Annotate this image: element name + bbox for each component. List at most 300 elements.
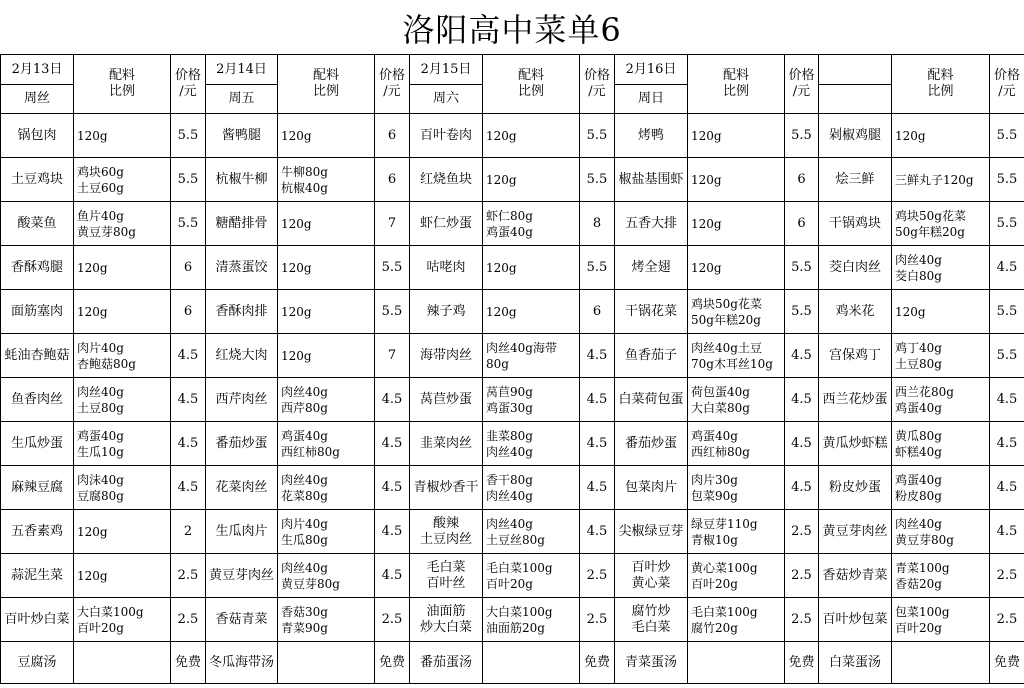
dish-name-line: 茭白肉丝 bbox=[828, 259, 881, 275]
menu-row bbox=[1, 598, 1024, 642]
dish-ingredients bbox=[483, 422, 580, 466]
ratio-header-line: 比例 bbox=[517, 84, 544, 99]
dish-price: 6 bbox=[171, 246, 206, 290]
date-header: 2月16日 bbox=[615, 55, 688, 85]
dish-name bbox=[410, 114, 483, 158]
dish-name-line: 西芹肉丝 bbox=[215, 391, 268, 407]
dish-name-line: 黄心菜 bbox=[631, 575, 671, 591]
dish-ingredient-line: 牛柳80g bbox=[281, 164, 328, 179]
dish-name bbox=[615, 598, 688, 642]
dish-ingredients bbox=[278, 246, 375, 290]
dish-name bbox=[410, 158, 483, 202]
dish-name-line: 番茄蛋汤 bbox=[419, 654, 472, 670]
dish-name bbox=[819, 510, 892, 554]
dish-name-line: 百叶炒 bbox=[631, 559, 671, 575]
dish-ingredient-line: 粉皮80g bbox=[895, 488, 942, 503]
dish-name bbox=[206, 158, 278, 202]
dish-ingredients bbox=[74, 378, 171, 422]
dish-price: 2.5 bbox=[171, 554, 206, 598]
dish-price: 4.5 bbox=[375, 422, 410, 466]
date-header: 2月15日 bbox=[410, 55, 483, 85]
dish-ingredient-line: 120g bbox=[77, 568, 108, 583]
dish-name-line: 青椒炒香干 bbox=[413, 479, 479, 495]
dish-name-line: 粉皮炒蛋 bbox=[828, 479, 881, 495]
dish-name bbox=[206, 334, 278, 378]
dish-ingredients bbox=[483, 554, 580, 598]
dish-ingredient-line: 黄豆芽80g bbox=[895, 532, 954, 547]
dish-ingredient-line: 肉丝40g bbox=[486, 488, 533, 503]
dish-name-line: 宫保鸡丁 bbox=[828, 347, 881, 363]
dish-price: 2.5 bbox=[990, 598, 1024, 642]
dish-name bbox=[1, 598, 74, 642]
dish-name bbox=[819, 334, 892, 378]
dish-name bbox=[1, 334, 74, 378]
dish-name bbox=[410, 202, 483, 246]
dish-ingredient-line: 杏鲍菇80g bbox=[77, 356, 136, 371]
dish-ingredient-line: 120g bbox=[281, 304, 312, 319]
dish-price: 4.5 bbox=[171, 334, 206, 378]
dish-name-line: 土豆肉丝 bbox=[419, 531, 472, 547]
dish-ingredient-line: 鸡蛋40g bbox=[895, 472, 942, 487]
dish-ingredient-line: 鸡块50g花菜 bbox=[691, 296, 762, 311]
dish-name-line: 包菜肉片 bbox=[624, 479, 677, 495]
price-header-line: 价格 bbox=[378, 68, 405, 83]
dish-ingredient-line: 毛白菜100g bbox=[486, 560, 553, 575]
dish-name-line: 蚝油杏鲍菇 bbox=[4, 347, 70, 363]
dish-ingredient-line: 西红柿80g bbox=[691, 444, 750, 459]
menu-row bbox=[1, 642, 1024, 684]
menu-table bbox=[0, 54, 1024, 684]
dish-ingredients bbox=[483, 158, 580, 202]
dish-name bbox=[206, 598, 278, 642]
dish-name bbox=[615, 334, 688, 378]
dish-price: 5.5 bbox=[171, 114, 206, 158]
dish-name-line: 干锅花菜 bbox=[624, 303, 677, 319]
dish-name-line: 酸菜鱼 bbox=[17, 215, 57, 231]
dish-price: 2.5 bbox=[580, 598, 615, 642]
dish-ingredient-line: 肉片40g bbox=[77, 340, 124, 355]
dish-ingredients bbox=[892, 114, 990, 158]
dish-price: 2.5 bbox=[785, 554, 819, 598]
price-header-line: /元 bbox=[588, 84, 606, 99]
dish-ingredient-line: 鸡蛋40g bbox=[691, 428, 738, 443]
dish-ingredients bbox=[483, 642, 580, 684]
dish-ingredients bbox=[483, 466, 580, 510]
dish-price: 6 bbox=[375, 114, 410, 158]
dish-name bbox=[206, 246, 278, 290]
dish-price: 2.5 bbox=[580, 554, 615, 598]
dish-name bbox=[206, 642, 278, 684]
dish-name-line: 烤鸭 bbox=[637, 127, 664, 143]
dish-price: 4.5 bbox=[990, 246, 1024, 290]
date-header: 2月14日 bbox=[206, 55, 278, 85]
price-header bbox=[375, 55, 410, 114]
dish-ingredient-line: 70g木耳丝10g bbox=[691, 356, 773, 371]
dish-price: 4.5 bbox=[171, 378, 206, 422]
dish-name bbox=[1, 378, 74, 422]
dish-ingredients bbox=[688, 114, 785, 158]
dish-name bbox=[819, 422, 892, 466]
price-header-line: 价格 bbox=[993, 68, 1020, 83]
dish-ingredient-line: 120g bbox=[895, 128, 926, 143]
dish-ingredient-line: 生瓜80g bbox=[281, 532, 328, 547]
menu-row bbox=[1, 334, 1024, 378]
price-header-line: /元 bbox=[383, 84, 401, 99]
dish-name bbox=[615, 202, 688, 246]
dish-ingredient-line: 百叶20g bbox=[691, 576, 738, 591]
dish-name-line: 红烧大肉 bbox=[215, 347, 268, 363]
dish-ingredients bbox=[74, 246, 171, 290]
ratio-header-line: 配料 bbox=[722, 68, 749, 83]
dish-price: 4.5 bbox=[785, 466, 819, 510]
dish-ingredients bbox=[278, 114, 375, 158]
dish-ingredient-line: 大白菜80g bbox=[691, 400, 750, 415]
dish-name-line: 辣子鸡 bbox=[426, 303, 466, 319]
dish-ingredient-line: 百叶20g bbox=[486, 576, 533, 591]
dish-ingredient-line: 鱼片40g bbox=[77, 208, 124, 223]
dish-ingredient-line: 香菇20g bbox=[895, 576, 942, 591]
menu-row bbox=[1, 158, 1024, 202]
dish-name-line: 海带肉丝 bbox=[419, 347, 472, 363]
dish-ingredient-line: 包菜100g bbox=[895, 604, 950, 619]
ratio-header-line: 配料 bbox=[927, 68, 954, 83]
dish-name bbox=[615, 642, 688, 684]
dish-ingredient-line: 肉丝40g bbox=[281, 384, 328, 399]
dish-price: 6 bbox=[785, 202, 819, 246]
dish-price: 4.5 bbox=[580, 378, 615, 422]
dish-ingredient-line: 鸡蛋40g bbox=[281, 428, 328, 443]
dish-ingredients bbox=[483, 202, 580, 246]
dish-name bbox=[206, 378, 278, 422]
ratio-header-line: 比例 bbox=[108, 84, 135, 99]
dish-ingredients bbox=[892, 642, 990, 684]
dish-ingredient-line: 莴苣90g bbox=[486, 384, 533, 399]
dish-ingredients bbox=[74, 598, 171, 642]
price-header-line: 价格 bbox=[583, 68, 610, 83]
dish-ingredients bbox=[278, 642, 375, 684]
dish-price: 7 bbox=[375, 202, 410, 246]
dish-ingredient-line: 120g bbox=[77, 128, 108, 143]
dish-ingredients bbox=[688, 642, 785, 684]
dish-name bbox=[615, 422, 688, 466]
dish-ingredient-line: 土豆60g bbox=[77, 180, 124, 195]
dish-name bbox=[615, 158, 688, 202]
dish-ingredients bbox=[483, 334, 580, 378]
dish-price: 4.5 bbox=[171, 466, 206, 510]
dish-name-line: 剁椒鸡腿 bbox=[828, 127, 881, 143]
dish-name-line: 清蒸蛋饺 bbox=[215, 259, 268, 275]
dish-ingredients bbox=[278, 422, 375, 466]
dish-price: 6 bbox=[375, 158, 410, 202]
dish-name bbox=[410, 246, 483, 290]
dish-ingredient-line: 肉丝40g土豆 bbox=[691, 340, 762, 355]
dish-name-line: 烩三鲜 bbox=[835, 171, 875, 187]
dish-name bbox=[206, 510, 278, 554]
dish-name bbox=[615, 510, 688, 554]
dish-name bbox=[819, 246, 892, 290]
price-header-line: /元 bbox=[179, 84, 197, 99]
dish-ingredient-line: 120g bbox=[691, 216, 722, 231]
ratio-header bbox=[688, 55, 785, 114]
dish-ingredient-line: 大白菜100g bbox=[77, 604, 144, 619]
dish-ingredient-line: 鸡蛋30g bbox=[486, 400, 533, 415]
dish-name-line: 鱼香肉丝 bbox=[10, 391, 63, 407]
dish-name-line: 五香大排 bbox=[624, 215, 677, 231]
weekday-header: 周日 bbox=[615, 85, 688, 114]
dish-name bbox=[1, 510, 74, 554]
dish-name-line: 油面筋 bbox=[426, 603, 466, 619]
dish-ingredient-line: 西兰花80g bbox=[895, 384, 954, 399]
dish-ingredients bbox=[483, 378, 580, 422]
dish-price: 4.5 bbox=[990, 466, 1024, 510]
dish-price: 6 bbox=[580, 290, 615, 334]
dish-name bbox=[1, 554, 74, 598]
dish-ingredients bbox=[892, 510, 990, 554]
dish-ingredients bbox=[483, 114, 580, 158]
dish-ingredients bbox=[74, 642, 171, 684]
dish-ingredients bbox=[892, 246, 990, 290]
dish-ingredient-line: 鸡蛋40g bbox=[486, 224, 533, 239]
ratio-header-line: 比例 bbox=[312, 84, 339, 99]
dish-price: 2.5 bbox=[171, 598, 206, 642]
dish-name bbox=[410, 290, 483, 334]
dish-ingredients bbox=[278, 202, 375, 246]
dish-name-line: 腐竹炒 bbox=[631, 603, 671, 619]
menu-row bbox=[1, 378, 1024, 422]
dish-ingredient-line: 青菜90g bbox=[281, 620, 328, 635]
dish-ingredients bbox=[892, 202, 990, 246]
dish-ingredients bbox=[74, 334, 171, 378]
dish-ingredients bbox=[688, 554, 785, 598]
dish-price: 免费 bbox=[580, 642, 615, 684]
dish-ingredients bbox=[74, 422, 171, 466]
dish-price: 5.5 bbox=[580, 114, 615, 158]
dish-name-line: 红烧鱼块 bbox=[419, 171, 472, 187]
dish-ingredient-line: 鸡蛋40g bbox=[77, 428, 124, 443]
dish-name-line: 白菜蛋汤 bbox=[828, 654, 881, 670]
dish-price: 免费 bbox=[785, 642, 819, 684]
dish-price: 4.5 bbox=[171, 422, 206, 466]
dish-name bbox=[410, 334, 483, 378]
dish-name bbox=[206, 422, 278, 466]
dish-name-line: 香菇炒青菜 bbox=[822, 567, 888, 583]
dish-price: 免费 bbox=[171, 642, 206, 684]
dish-ingredient-line: 毛白菜100g bbox=[691, 604, 758, 619]
dish-name-line: 面筋塞肉 bbox=[10, 303, 63, 319]
price-header bbox=[990, 55, 1024, 114]
dish-ingredients bbox=[892, 378, 990, 422]
dish-ingredients bbox=[483, 510, 580, 554]
dish-price: 免费 bbox=[990, 642, 1024, 684]
menu-row bbox=[1, 422, 1024, 466]
dish-ingredients bbox=[278, 598, 375, 642]
dish-ingredients bbox=[278, 554, 375, 598]
price-header bbox=[580, 55, 615, 114]
dish-ingredient-line: 肉片40g bbox=[281, 516, 328, 531]
dish-name bbox=[819, 466, 892, 510]
ratio-header bbox=[74, 55, 171, 114]
dish-name bbox=[206, 554, 278, 598]
dish-price: 5.5 bbox=[990, 202, 1024, 246]
dish-price: 4.5 bbox=[375, 510, 410, 554]
ratio-header bbox=[483, 55, 580, 114]
dish-price: 4.5 bbox=[990, 422, 1024, 466]
dish-ingredient-line: 120g bbox=[77, 524, 108, 539]
ratio-header bbox=[278, 55, 375, 114]
dish-ingredient-line: 120g bbox=[691, 260, 722, 275]
dish-ingredient-line: 杭椒40g bbox=[281, 180, 328, 195]
dish-name-line: 毛白菜 bbox=[631, 619, 671, 635]
dish-name bbox=[819, 378, 892, 422]
dish-name bbox=[410, 510, 483, 554]
dish-ingredient-line: 黄豆芽80g bbox=[77, 224, 136, 239]
dish-ingredient-line: 香菇30g bbox=[281, 604, 328, 619]
dish-name bbox=[819, 290, 892, 334]
dish-name bbox=[206, 466, 278, 510]
dish-price: 6 bbox=[785, 158, 819, 202]
dish-name-line: 椒盐基围虾 bbox=[618, 171, 684, 187]
dish-price: 4.5 bbox=[785, 422, 819, 466]
dish-name bbox=[819, 554, 892, 598]
price-header bbox=[785, 55, 819, 114]
dish-ingredient-line: 肉丝40g bbox=[895, 516, 942, 531]
dish-name-line: 黄豆芽肉丝 bbox=[208, 567, 274, 583]
dish-ingredients bbox=[483, 290, 580, 334]
dish-name bbox=[819, 158, 892, 202]
dish-price: 4.5 bbox=[375, 378, 410, 422]
dish-price: 5.5 bbox=[990, 290, 1024, 334]
dish-ingredient-line: 80g bbox=[486, 356, 509, 371]
dish-ingredient-line: 青椒10g bbox=[691, 532, 738, 547]
dish-price: 4.5 bbox=[990, 378, 1024, 422]
dish-price: 免费 bbox=[375, 642, 410, 684]
dish-ingredient-line: 120g bbox=[691, 128, 722, 143]
dish-ingredients bbox=[892, 598, 990, 642]
dish-price: 7 bbox=[375, 334, 410, 378]
dish-ingredient-line: 绿豆芽110g bbox=[691, 516, 758, 531]
dish-price: 4.5 bbox=[580, 466, 615, 510]
dish-ingredient-line: 生瓜10g bbox=[77, 444, 124, 459]
dish-ingredients bbox=[483, 598, 580, 642]
ratio-header-line: 比例 bbox=[927, 84, 954, 99]
dish-name bbox=[1, 290, 74, 334]
dish-ingredient-line: 西芹80g bbox=[281, 400, 328, 415]
dish-name bbox=[615, 114, 688, 158]
dish-name-line: 香菇青菜 bbox=[215, 611, 268, 627]
dish-ingredients bbox=[688, 598, 785, 642]
dish-name bbox=[615, 290, 688, 334]
dish-name-line: 鱼香茄子 bbox=[624, 347, 677, 363]
dish-ingredients bbox=[688, 466, 785, 510]
menu-row bbox=[1, 466, 1024, 510]
menu-row bbox=[1, 202, 1024, 246]
dish-name bbox=[819, 114, 892, 158]
dish-ingredient-line: 120g bbox=[895, 304, 926, 319]
dish-price: 4.5 bbox=[580, 510, 615, 554]
dish-name-line: 韭菜肉丝 bbox=[419, 435, 472, 451]
dish-name bbox=[410, 642, 483, 684]
dish-price: 5.5 bbox=[990, 114, 1024, 158]
dish-name bbox=[410, 422, 483, 466]
dish-price: 5.5 bbox=[785, 246, 819, 290]
dish-ingredients bbox=[74, 290, 171, 334]
menu-row bbox=[1, 290, 1024, 334]
dish-name-line: 豆腐汤 bbox=[17, 654, 57, 670]
dish-name-line: 干锅鸡块 bbox=[828, 215, 881, 231]
dish-name-line: 百叶卷肉 bbox=[419, 127, 472, 143]
dish-ingredients bbox=[278, 334, 375, 378]
dish-ingredient-line: 腐竹20g bbox=[691, 620, 738, 635]
dish-ingredients bbox=[74, 466, 171, 510]
dish-ingredient-line: 肉片30g bbox=[691, 472, 738, 487]
dish-price: 2.5 bbox=[990, 554, 1024, 598]
dish-name bbox=[410, 378, 483, 422]
dish-price: 4.5 bbox=[375, 554, 410, 598]
dish-ingredient-line: 香干80g bbox=[486, 472, 533, 487]
dish-ingredients bbox=[688, 510, 785, 554]
dish-ingredient-line: 50g年糕20g bbox=[895, 224, 965, 239]
dish-price: 5.5 bbox=[375, 290, 410, 334]
dish-ingredient-line: 花菜80g bbox=[281, 488, 328, 503]
dish-name bbox=[410, 598, 483, 642]
dish-name-line: 糖醋排骨 bbox=[215, 215, 268, 231]
dish-name bbox=[1, 158, 74, 202]
dish-name bbox=[410, 466, 483, 510]
dish-ingredient-line: 120g bbox=[486, 128, 517, 143]
dish-name bbox=[206, 202, 278, 246]
dish-price: 5.5 bbox=[375, 246, 410, 290]
dish-ingredient-line: 黄瓜80g bbox=[895, 428, 942, 443]
dish-ingredient-line: 肉丝40g bbox=[895, 252, 942, 267]
dish-name-line: 番茄炒蛋 bbox=[215, 435, 268, 451]
dish-name-line: 尖椒绿豆芽 bbox=[618, 523, 684, 539]
dish-ingredient-line: 虾糕40g bbox=[895, 444, 942, 459]
dish-ingredients bbox=[688, 246, 785, 290]
dish-name-line: 杭椒牛柳 bbox=[215, 171, 268, 187]
dish-ingredients bbox=[278, 378, 375, 422]
dish-price: 2 bbox=[171, 510, 206, 554]
weekday-header bbox=[819, 85, 892, 114]
dish-price: 4.5 bbox=[375, 466, 410, 510]
dish-ingredient-line: 土豆丝80g bbox=[486, 532, 545, 547]
dish-name-line: 青菜蛋汤 bbox=[624, 654, 677, 670]
dish-ingredient-line: 肉丝40g bbox=[77, 384, 124, 399]
dish-name-line: 五香素鸡 bbox=[10, 523, 63, 539]
dish-price: 2.5 bbox=[785, 598, 819, 642]
dish-ingredient-line: 120g bbox=[486, 172, 517, 187]
dish-name-line: 西兰花炒蛋 bbox=[822, 391, 888, 407]
dish-name bbox=[615, 466, 688, 510]
dish-price: 5.5 bbox=[171, 202, 206, 246]
dish-ingredient-line: 肉丝40g bbox=[486, 516, 533, 531]
dish-ingredients bbox=[688, 422, 785, 466]
dish-ingredient-line: 土豆80g bbox=[895, 356, 942, 371]
dish-price: 5.5 bbox=[990, 158, 1024, 202]
dish-name bbox=[1, 202, 74, 246]
dish-ingredient-line: 鸡丁40g bbox=[895, 340, 942, 355]
dish-price: 5.5 bbox=[785, 290, 819, 334]
dish-price: 4.5 bbox=[990, 510, 1024, 554]
price-header-line: 价格 bbox=[788, 68, 815, 83]
dish-price: 4.5 bbox=[785, 378, 819, 422]
dish-name-line: 香酥鸡腿 bbox=[10, 259, 63, 275]
dish-ingredient-line: 肉丝40g bbox=[281, 472, 328, 487]
dish-price: 4.5 bbox=[580, 334, 615, 378]
dish-ingredient-line: 肉丝40g海带 bbox=[486, 340, 557, 355]
dish-ingredient-line: 青菜100g bbox=[895, 560, 950, 575]
dish-ingredients bbox=[74, 202, 171, 246]
dish-ingredients bbox=[74, 510, 171, 554]
